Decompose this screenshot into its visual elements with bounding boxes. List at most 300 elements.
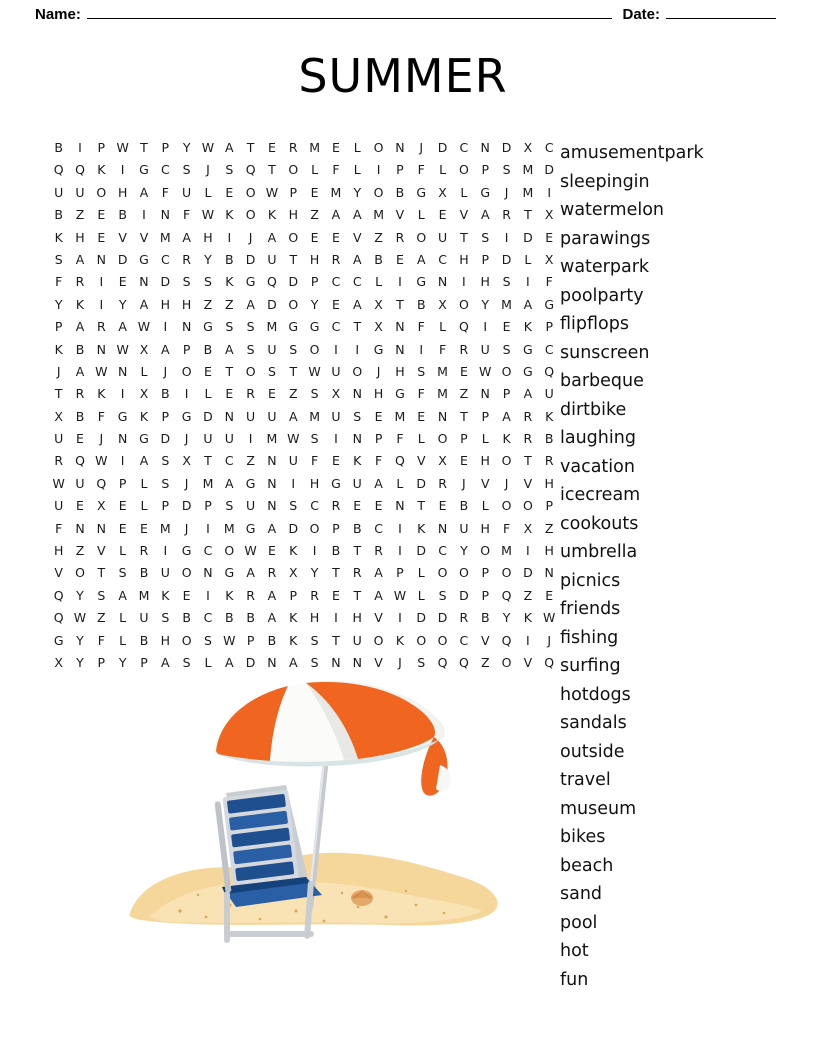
letter-cell[interactable]: M: [522, 184, 534, 200]
letter-cell[interactable]: A: [267, 229, 277, 245]
letter-cell[interactable]: Y: [460, 543, 468, 559]
letter-cell[interactable]: O: [245, 207, 256, 223]
letter-cell[interactable]: B: [246, 610, 255, 626]
letter-cell[interactable]: L: [140, 498, 148, 514]
letter-cell[interactable]: O: [458, 565, 469, 581]
letter-cell[interactable]: X: [97, 498, 106, 514]
letter-cell[interactable]: N: [267, 654, 277, 670]
letter-cell[interactable]: H: [117, 184, 128, 200]
letter-cell[interactable]: Y: [310, 296, 319, 312]
letter-cell[interactable]: B: [203, 341, 213, 357]
letter-cell[interactable]: O: [224, 543, 235, 559]
letter-cell[interactable]: N: [352, 431, 362, 447]
letter-cell[interactable]: V: [459, 207, 469, 223]
letter-cell[interactable]: N: [181, 319, 192, 335]
letter-cell[interactable]: J: [163, 363, 168, 379]
letter-cell[interactable]: O: [181, 565, 192, 581]
letter-cell[interactable]: R: [374, 543, 383, 559]
letter-cell[interactable]: H: [53, 543, 64, 559]
letter-cell[interactable]: P: [481, 587, 489, 603]
letter-cell[interactable]: L: [439, 162, 447, 178]
letter-cell[interactable]: W: [201, 140, 215, 155]
letter-cell[interactable]: E: [140, 520, 148, 536]
letter-cell[interactable]: I: [163, 319, 168, 335]
letter-cell[interactable]: E: [97, 229, 106, 245]
letter-cell[interactable]: R: [352, 565, 362, 581]
letter-cell[interactable]: H: [480, 453, 490, 469]
letter-cell[interactable]: K: [225, 207, 234, 223]
letter-cell[interactable]: G: [416, 274, 427, 290]
letter-cell[interactable]: N: [224, 408, 234, 424]
letter-cell[interactable]: Y: [310, 565, 319, 581]
letter-cell[interactable]: N: [96, 520, 106, 536]
letter-cell[interactable]: F: [417, 319, 425, 335]
letter-cell[interactable]: S: [417, 654, 426, 670]
letter-cell[interactable]: Q: [75, 162, 85, 178]
letter-cell[interactable]: T: [524, 207, 532, 223]
letter-cell[interactable]: B: [416, 296, 426, 312]
letter-cell[interactable]: N: [117, 363, 128, 379]
letter-cell[interactable]: F: [161, 184, 169, 200]
letter-cell[interactable]: B: [331, 543, 341, 559]
letter-cell[interactable]: L: [460, 184, 468, 200]
letter-cell[interactable]: F: [183, 207, 191, 223]
word-list-item[interactable]: sleepingin: [560, 171, 650, 192]
letter-cell[interactable]: R: [75, 386, 85, 402]
letter-cell[interactable]: K: [289, 543, 298, 559]
letter-cell[interactable]: H: [181, 296, 192, 312]
letter-cell[interactable]: M: [138, 587, 150, 603]
letter-cell[interactable]: G: [139, 251, 149, 267]
letter-cell[interactable]: H: [459, 251, 469, 267]
letter-cell[interactable]: A: [480, 207, 490, 223]
letter-cell[interactable]: Q: [53, 610, 64, 626]
letter-cell[interactable]: T: [246, 140, 255, 155]
letter-cell[interactable]: W: [543, 610, 556, 626]
letter-cell[interactable]: T: [460, 229, 468, 245]
letter-cell[interactable]: E: [182, 587, 191, 603]
letter-cell[interactable]: N: [544, 565, 554, 581]
letter-cell[interactable]: U: [352, 632, 362, 648]
letter-cell[interactable]: S: [161, 453, 170, 469]
letter-cell[interactable]: B: [459, 498, 469, 514]
letter-cell[interactable]: O: [373, 140, 384, 155]
letter-cell[interactable]: R: [96, 319, 106, 335]
letter-cell[interactable]: C: [160, 162, 170, 178]
letter-cell[interactable]: Q: [96, 475, 107, 491]
letter-cell[interactable]: N: [480, 140, 490, 155]
letter-cell[interactable]: A: [331, 207, 341, 223]
letter-cell[interactable]: Q: [394, 453, 405, 469]
letter-cell[interactable]: H: [309, 251, 320, 267]
letter-cell[interactable]: G: [309, 319, 320, 335]
letter-cell[interactable]: I: [248, 431, 253, 447]
letter-cell[interactable]: Q: [53, 162, 64, 178]
letter-cell[interactable]: C: [459, 632, 469, 648]
letter-cell[interactable]: Y: [76, 632, 84, 648]
word-list-item[interactable]: barbeque: [560, 371, 644, 391]
letter-cell[interactable]: N: [96, 341, 106, 357]
letter-cell[interactable]: X: [182, 453, 191, 469]
letter-cell[interactable]: A: [288, 408, 298, 424]
letter-cell[interactable]: D: [160, 431, 171, 447]
letter-cell[interactable]: H: [373, 386, 384, 402]
letter-cell[interactable]: X: [139, 341, 149, 357]
letter-cell[interactable]: V: [480, 475, 490, 491]
letter-cell[interactable]: I: [398, 543, 402, 559]
letter-cell[interactable]: H: [544, 543, 554, 559]
letter-cell[interactable]: P: [97, 140, 106, 155]
letter-cell[interactable]: H: [395, 363, 405, 379]
letter-cell[interactable]: X: [438, 296, 447, 312]
letter-cell[interactable]: Q: [544, 363, 555, 379]
letter-cell[interactable]: R: [438, 475, 447, 491]
letter-cell[interactable]: C: [374, 520, 383, 536]
letter-cell[interactable]: I: [312, 543, 317, 559]
letter-cell[interactable]: E: [331, 587, 340, 603]
letter-cell[interactable]: R: [267, 565, 277, 581]
letter-cell[interactable]: H: [203, 229, 213, 245]
letter-cell[interactable]: N: [160, 207, 170, 223]
word-list-item[interactable]: cookouts: [560, 513, 639, 534]
letter-cell[interactable]: O: [501, 453, 512, 469]
letter-cell[interactable]: I: [142, 207, 146, 223]
letter-cell[interactable]: B: [544, 431, 554, 447]
letter-cell[interactable]: J: [376, 363, 381, 379]
letter-cell[interactable]: P: [140, 654, 148, 670]
letter-cell[interactable]: G: [544, 296, 555, 312]
letter-cell[interactable]: N: [437, 520, 448, 536]
letter-cell[interactable]: N: [437, 408, 448, 424]
letter-cell[interactable]: X: [374, 319, 383, 335]
letter-cell[interactable]: J: [184, 431, 189, 447]
letter-cell[interactable]: L: [481, 431, 489, 447]
letter-cell[interactable]: H: [309, 610, 320, 626]
letter-cell[interactable]: S: [225, 319, 234, 335]
letter-cell[interactable]: O: [437, 431, 448, 447]
letter-cell[interactable]: G: [181, 543, 192, 559]
letter-cell[interactable]: D: [523, 565, 533, 581]
word-list-item[interactable]: sunscreen: [560, 342, 650, 363]
letter-cell[interactable]: G: [181, 408, 192, 424]
letter-cell[interactable]: O: [373, 632, 384, 648]
word-list-item[interactable]: fishing: [560, 627, 619, 648]
letter-cell[interactable]: Y: [118, 296, 127, 312]
word-list-item[interactable]: pool: [560, 912, 598, 933]
letter-cell[interactable]: A: [225, 475, 234, 491]
letter-cell[interactable]: I: [291, 475, 296, 491]
letter-cell[interactable]: M: [437, 386, 448, 402]
letter-cell[interactable]: V: [118, 229, 127, 245]
letter-cell[interactable]: C: [438, 251, 447, 267]
letter-cell[interactable]: D: [416, 610, 427, 626]
letter-cell[interactable]: J: [504, 475, 509, 491]
letter-cell[interactable]: O: [458, 162, 469, 178]
letter-cell[interactable]: L: [524, 251, 532, 267]
letter-cell[interactable]: P: [502, 386, 511, 402]
letter-cell[interactable]: L: [396, 475, 404, 491]
letter-cell[interactable]: X: [139, 386, 149, 402]
letter-cell[interactable]: P: [310, 274, 319, 290]
letter-cell[interactable]: N: [395, 319, 405, 335]
letter-cell[interactable]: L: [417, 587, 425, 603]
word-list-item[interactable]: laughing: [560, 428, 636, 448]
letter-cell[interactable]: V: [480, 632, 490, 648]
letter-cell[interactable]: F: [502, 520, 511, 536]
letter-cell[interactable]: I: [206, 520, 210, 536]
letter-cell[interactable]: P: [246, 632, 255, 648]
letter-cell[interactable]: N: [117, 431, 128, 447]
letter-cell[interactable]: F: [55, 520, 63, 536]
letter-cell[interactable]: T: [332, 565, 340, 581]
letter-cell[interactable]: U: [288, 453, 298, 469]
letter-cell[interactable]: M: [501, 296, 512, 312]
letter-cell[interactable]: M: [501, 543, 512, 559]
word-list-item[interactable]: waterpark: [560, 257, 650, 277]
letter-cell[interactable]: F: [417, 386, 425, 402]
letter-cell[interactable]: P: [374, 431, 383, 447]
letter-cell[interactable]: B: [225, 610, 234, 626]
letter-cell[interactable]: P: [481, 408, 489, 424]
letter-cell[interactable]: I: [334, 610, 338, 626]
letter-cell[interactable]: S: [246, 319, 255, 335]
letter-cell[interactable]: D: [437, 610, 448, 626]
letter-cell[interactable]: X: [54, 654, 63, 670]
word-list-item[interactable]: fun: [560, 969, 589, 990]
letter-cell[interactable]: I: [184, 386, 189, 402]
letter-cell[interactable]: X: [331, 386, 341, 402]
letter-cell[interactable]: S: [310, 386, 319, 402]
letter-cell[interactable]: Y: [353, 184, 362, 200]
letter-cell[interactable]: R: [331, 498, 341, 514]
letter-cell[interactable]: Z: [225, 296, 234, 312]
letter-cell[interactable]: Q: [544, 654, 555, 670]
letter-cell[interactable]: C: [438, 543, 447, 559]
letter-cell[interactable]: B: [395, 184, 405, 200]
letter-cell[interactable]: H: [544, 475, 554, 491]
letter-cell[interactable]: R: [459, 341, 469, 357]
letter-cell[interactable]: H: [75, 229, 85, 245]
letter-cell[interactable]: G: [139, 162, 149, 178]
letter-cell[interactable]: U: [203, 431, 213, 447]
letter-cell[interactable]: K: [267, 207, 277, 223]
letter-cell[interactable]: B: [480, 610, 490, 626]
letter-cell[interactable]: H: [480, 520, 490, 536]
letter-cell[interactable]: L: [119, 543, 127, 559]
letter-cell[interactable]: M: [330, 184, 342, 200]
letter-cell[interactable]: E: [438, 207, 447, 223]
letter-cell[interactable]: J: [419, 140, 424, 155]
word-list-item[interactable]: poolparty: [560, 285, 644, 306]
letter-cell[interactable]: F: [332, 162, 340, 178]
letter-cell[interactable]: D: [267, 296, 277, 312]
word-list-item[interactable]: picnics: [560, 570, 621, 591]
letter-cell[interactable]: X: [288, 565, 298, 581]
letter-cell[interactable]: C: [203, 543, 213, 559]
letter-cell[interactable]: Q: [501, 632, 512, 648]
letter-cell[interactable]: G: [139, 431, 149, 447]
letter-cell[interactable]: A: [267, 610, 277, 626]
letter-cell[interactable]: C: [331, 274, 341, 290]
letter-cell[interactable]: T: [268, 162, 276, 178]
word-list-item[interactable]: friends: [560, 599, 621, 619]
letter-cell[interactable]: R: [246, 587, 255, 603]
letter-cell[interactable]: A: [288, 654, 298, 670]
letter-cell[interactable]: T: [289, 363, 298, 379]
letter-cell[interactable]: K: [225, 274, 234, 290]
letter-cell[interactable]: I: [227, 229, 232, 245]
letter-cell[interactable]: E: [267, 140, 276, 155]
letter-cell[interactable]: T: [140, 140, 148, 155]
letter-cell[interactable]: G: [245, 520, 256, 536]
letter-cell[interactable]: C: [544, 140, 554, 155]
letter-cell[interactable]: E: [118, 520, 127, 536]
letter-cell[interactable]: A: [374, 565, 383, 581]
letter-cell[interactable]: S: [225, 498, 234, 514]
letter-cell[interactable]: R: [395, 229, 405, 245]
letter-cell[interactable]: M: [522, 162, 534, 178]
letter-cell[interactable]: O: [181, 632, 192, 648]
letter-cell[interactable]: Z: [75, 543, 85, 559]
letter-cell[interactable]: O: [373, 184, 384, 200]
letter-cell[interactable]: E: [204, 363, 212, 379]
letter-cell[interactable]: B: [75, 341, 85, 357]
letter-cell[interactable]: A: [523, 296, 533, 312]
letter-cell[interactable]: N: [267, 453, 277, 469]
word-list-item[interactable]: dirtbike: [560, 399, 627, 420]
letter-cell[interactable]: O: [501, 565, 512, 581]
letter-cell[interactable]: R: [288, 140, 298, 155]
letter-cell[interactable]: U: [352, 475, 362, 491]
letter-cell[interactable]: G: [117, 408, 128, 424]
letter-cell[interactable]: Y: [204, 251, 212, 267]
letter-cell[interactable]: T: [97, 565, 106, 581]
letter-cell[interactable]: A: [502, 408, 511, 424]
letter-cell[interactable]: R: [523, 408, 533, 424]
letter-cell[interactable]: Z: [544, 520, 554, 536]
letter-cell[interactable]: Z: [523, 587, 533, 603]
letter-cell[interactable]: S: [310, 431, 319, 447]
letter-cell[interactable]: L: [140, 363, 148, 379]
letter-cell[interactable]: F: [438, 341, 447, 357]
word-list-item[interactable]: watermelon: [560, 200, 665, 220]
letter-cell[interactable]: F: [97, 632, 105, 648]
letter-cell[interactable]: N: [395, 341, 405, 357]
letter-cell[interactable]: A: [75, 251, 85, 267]
letter-cell[interactable]: S: [267, 363, 276, 379]
letter-cell[interactable]: M: [437, 363, 448, 379]
word-list-item[interactable]: beach: [560, 855, 614, 876]
letter-cell[interactable]: V: [523, 654, 533, 670]
letter-cell[interactable]: S: [182, 162, 191, 178]
letter-cell[interactable]: L: [353, 162, 361, 178]
letter-cell[interactable]: K: [225, 587, 234, 603]
letter-cell[interactable]: D: [203, 408, 213, 424]
letter-cell[interactable]: E: [353, 498, 362, 514]
letter-cell[interactable]: M: [309, 140, 320, 155]
letter-cell[interactable]: E: [76, 498, 84, 514]
letter-cell[interactable]: I: [462, 274, 466, 290]
letter-cell[interactable]: K: [289, 632, 298, 648]
letter-cell[interactable]: U: [54, 431, 64, 447]
letter-cell[interactable]: B: [118, 207, 127, 223]
letter-cell[interactable]: L: [204, 654, 212, 670]
letter-cell[interactable]: W: [244, 543, 257, 559]
letter-cell[interactable]: T: [54, 386, 63, 402]
letter-cell[interactable]: S: [203, 632, 212, 648]
letter-cell[interactable]: S: [225, 162, 234, 178]
letter-cell[interactable]: N: [480, 386, 490, 402]
letter-cell[interactable]: B: [225, 251, 234, 267]
letter-cell[interactable]: P: [97, 654, 106, 670]
letter-cell[interactable]: L: [311, 162, 319, 178]
letter-cell[interactable]: P: [161, 408, 170, 424]
letter-cell[interactable]: T: [353, 319, 362, 335]
letter-cell[interactable]: S: [502, 341, 511, 357]
letter-cell[interactable]: O: [288, 296, 299, 312]
letter-cell[interactable]: Q: [458, 319, 469, 335]
letter-cell[interactable]: V: [416, 453, 426, 469]
letter-cell[interactable]: S: [97, 587, 106, 603]
letter-cell[interactable]: D: [245, 654, 256, 670]
letter-cell[interactable]: R: [75, 274, 85, 290]
letter-cell[interactable]: Z: [203, 296, 213, 312]
letter-cell[interactable]: S: [417, 363, 426, 379]
letter-cell[interactable]: O: [437, 632, 448, 648]
letter-cell[interactable]: O: [501, 654, 512, 670]
letter-cell[interactable]: F: [374, 453, 383, 469]
letter-cell[interactable]: B: [374, 251, 383, 267]
letter-cell[interactable]: Q: [245, 162, 256, 178]
letter-cell[interactable]: B: [75, 408, 85, 424]
letter-cell[interactable]: C: [160, 251, 170, 267]
letter-cell[interactable]: C: [544, 341, 554, 357]
letter-cell[interactable]: O: [288, 229, 299, 245]
letter-cell[interactable]: A: [267, 587, 277, 603]
letter-cell[interactable]: I: [99, 274, 104, 290]
letter-cell[interactable]: V: [374, 610, 383, 626]
letter-cell[interactable]: A: [75, 319, 85, 335]
letter-cell[interactable]: I: [398, 610, 402, 626]
letter-cell[interactable]: A: [374, 587, 383, 603]
letter-cell[interactable]: U: [331, 408, 341, 424]
letter-cell[interactable]: D: [160, 274, 171, 290]
letter-cell[interactable]: O: [480, 543, 491, 559]
letter-cell[interactable]: T: [417, 498, 426, 514]
letter-cell[interactable]: I: [120, 386, 125, 402]
word-list-item[interactable]: amusementpark: [560, 143, 704, 163]
letter-cell[interactable]: W: [137, 319, 151, 335]
letter-cell[interactable]: E: [76, 431, 84, 447]
letter-cell[interactable]: S: [246, 341, 255, 357]
letter-cell[interactable]: V: [374, 654, 383, 670]
word-list-item[interactable]: hot: [560, 941, 589, 961]
letter-cell[interactable]: U: [54, 498, 64, 514]
letter-cell[interactable]: S: [118, 565, 127, 581]
letter-cell[interactable]: C: [224, 453, 234, 469]
letter-cell[interactable]: K: [139, 408, 149, 424]
letter-cell[interactable]: E: [118, 498, 127, 514]
letter-cell[interactable]: I: [398, 274, 402, 290]
letter-cell[interactable]: O: [501, 498, 512, 514]
letter-cell[interactable]: V: [523, 475, 533, 491]
letter-cell[interactable]: A: [523, 386, 533, 402]
letter-cell[interactable]: Z: [480, 654, 490, 670]
letter-cell[interactable]: L: [481, 498, 489, 514]
letter-cell[interactable]: K: [523, 319, 532, 335]
letter-cell[interactable]: R: [54, 453, 63, 469]
letter-cell[interactable]: V: [139, 229, 149, 245]
